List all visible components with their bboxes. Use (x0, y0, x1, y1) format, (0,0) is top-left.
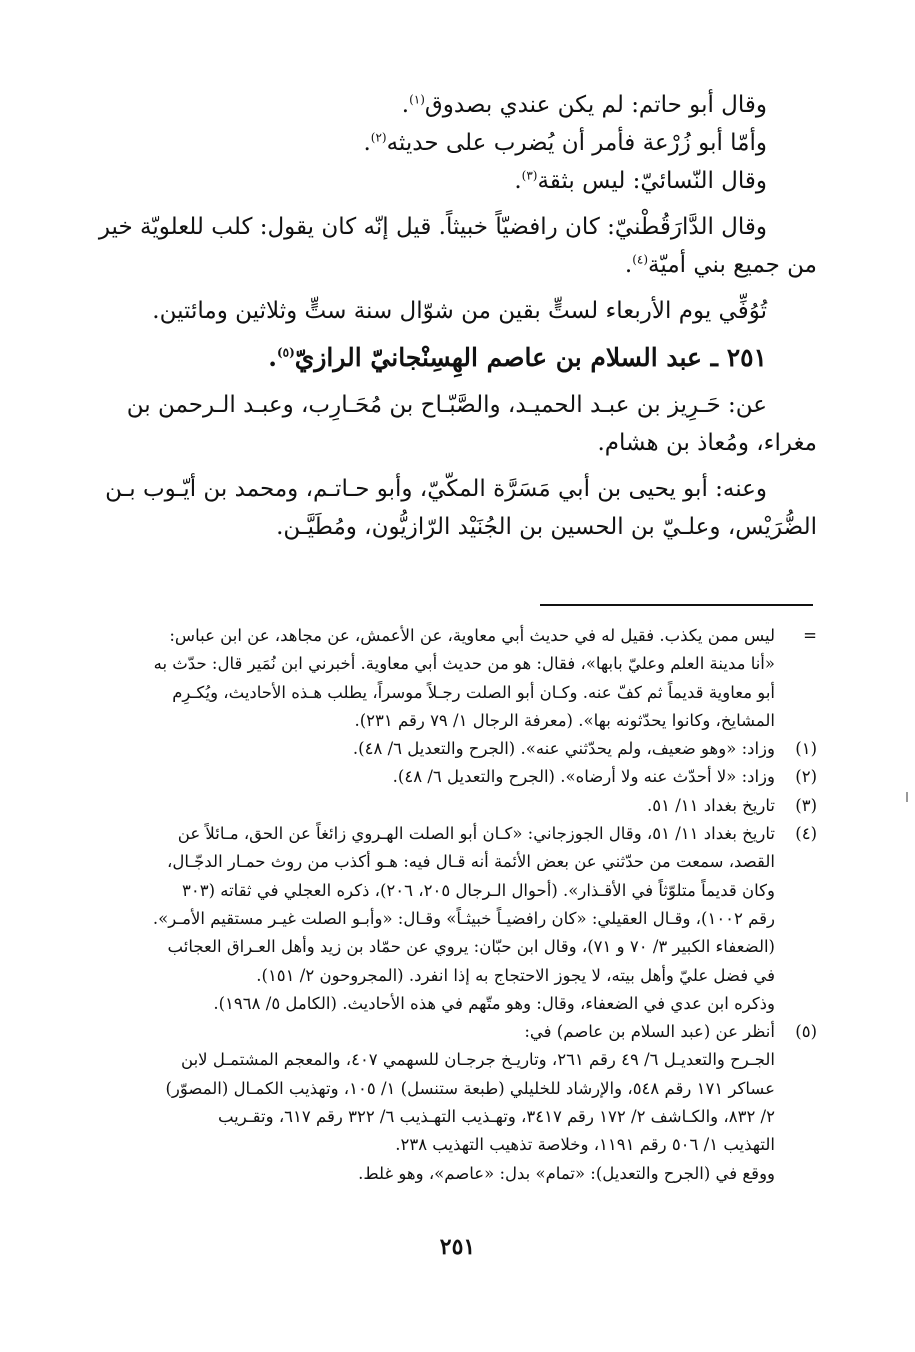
footnote-line: رقم ١٠٠٢)، وقـال العقيلي: «كان رافضيـاً خبيثـاً» وقـال: «وأبـو الصلت غيـر مستقيم الأمـر». (152, 908, 775, 928)
paragraph-daraqutni-line-1: وقال الدَّارَقُطْنيّ: كان رافضيّاً خبيثاً. قيل إنّه كان يقول: كلب للعلويّة خير (98, 214, 767, 240)
footnote-continued (97, 622, 817, 735)
paragraph-daraqutni-line-2: من جميع بني أميّة$^{(٤)}$. (624, 252, 817, 278)
footnote-ref-4[interactable]: (٤) (632, 252, 649, 267)
footnote-ref-3[interactable]: (٣) (521, 168, 538, 183)
footnote-ref-5[interactable]: (٥) (276, 345, 295, 360)
footnote-line: التهذيب ١/ ٥٠٦ رقم ١١٩١، وخلاصة تذهيب التهذيب ٢٣٨. (395, 1135, 775, 1155)
footnote-line: عساكر ١٧١ رقم ٥٤٨، والإرشاد للخليلي (طبعة ستنسل) ١/ ١٠٥، وتهذيب الكمـال (المصوّر) (165, 1078, 775, 1098)
footnote-number: (٥) (795, 1022, 817, 1042)
footnote-line: ليس ممن يكذب. فقيل له في حديث أبي معاوية، عن الأعمش، عن مجاهد، عن ابن عباس: (169, 626, 775, 645)
footnote-line: تاريخ بغداد ١١/ ٥١، وقال الجوزجاني: «كـان أبو الصلت الهـروي زائغاً عن الحق، مـائلاً عن (177, 824, 775, 844)
footnote-number: (٣) (795, 795, 817, 815)
footnote-line: تاريخ بغداد ١١/ ٥١. (647, 795, 775, 815)
footnote-line: المشايخ، وكانوا يحدّثونه بها». (معرفة الرجال ١/ ٧٩ رقم ٢٣١). (354, 710, 775, 730)
footnote-line: (الضعفاء الكبير ٣/ ٧٠ و ٧١)، وقال ابن حبّان: يروي عن حمّاد بن زيد وأهل العـراق العجائب (167, 937, 775, 957)
paragraph-abu-zura: وأمّا أبو زُرْعة فأمر أن يُضرب على حديثه$^{(٢)}$. (363, 130, 767, 156)
footnote-number: (٢) (795, 767, 817, 787)
footnote-line: وذكره ابن عدي في الضعفاء، وقال: وهو متّهم في هذه الأحاديث. (الكامل ٥/ ١٩٦٨). (213, 993, 775, 1013)
footnote-line: ٢/ ٨٣٢، والكـاشف ٢/ ١٧٢ رقم ٣٤١٧، وتهـذيب التهـذيب ٦/ ٣٢٢ رقم ٦١٧، وتقـريب (217, 1107, 775, 1127)
footnotes (97, 622, 817, 1188)
footnote-line: وزاد: «لا أحدّث عنه ولا أرضاه». (الجرح والتعديل ٦/ ٤٨). (392, 767, 775, 787)
footnote-ref-1[interactable]: (١) (409, 92, 425, 107)
footnote-divider (540, 604, 813, 606)
paragraph-nasai: وقال النّسائيّ: ليس بثقة$^{(٣)}$. (514, 168, 767, 194)
footnote-line: أنظر عن (عبد السلام بن عاصم) في: (524, 1022, 775, 1042)
footnote-number: (٤) (795, 824, 817, 844)
footnote-line: أبو معاوية قديماً ثم كفّ عنه. وكـان أبو الصلت رجـلاً موسراً، يطلب هـذه الأحاديث، ويُكـرِم (172, 682, 775, 702)
footnote-2 (97, 763, 817, 791)
paragraph-from-line-2: مغراء، ومُعاذ بن هشام. (597, 430, 817, 456)
footnote-line: الجـرح والتعديـل ٦/ ٤٩ رقم ٢٦١، وتاريـخ جرجـان للسهمي ٤٠٧، والمعجم المشتمـل لابن (181, 1050, 775, 1070)
continuation-mark: = (803, 626, 817, 645)
main-text (97, 86, 817, 546)
footnote-3 (97, 792, 817, 820)
scan-speck (906, 792, 908, 802)
footnote-line: «أنا مدينة العلم وعليّ بابها»، فقال: هو من حديث أبي معاوية. أخبرني ابن نُمَير قال: حدّث به (153, 654, 775, 674)
footnote-line: وزاد: «وهو ضعيف، ولم يحدّثني عنه». (الجرح والتعديل ٦/ ٤٨). (352, 739, 775, 759)
footnote-line: وكان قديماً متلوّثاً في الأقـذار». (أحوال الـرجال ٢٠٥، ٢٠٦)، ذكره العجلي في ثقاته (٣٠٣ (181, 880, 775, 900)
footnote-line: في فضل عليّ وأهل بيته، لا يجوز الاحتجاج به إذا انفرد. (المجروحون ٢/ ١٥١). (256, 965, 775, 985)
paragraph-death: تُوُفِّي يوم الأربعاء لستٍّ بقين من شوّال سنة ستٍّ وثلاثين ومائتين. (152, 298, 767, 324)
footnote-line: ووقع في (الجرح والتعديل): «تمام» بدل: «عاصم»، وهو غلط. (358, 1163, 775, 1183)
paragraph-narrators-line-1: وعنه: أبو يحيى بن أبي مَسَرَّة المكّيّ، وأبو حـاتـم، ومحمد بن أيّـوب بـن (105, 476, 767, 502)
footnote-5 (97, 1018, 817, 1188)
footnote-number: (١) (795, 739, 817, 759)
footnote-4 (97, 820, 817, 1018)
paragraph-from-line-1: عن: حَـرِيز بن عبـد الحميـد، والصَّبّـاح بن مُحَـارِب، وعبـد الـرحمن بن (126, 392, 767, 418)
footnote-ref-2[interactable]: (٢) (370, 130, 387, 145)
entry-heading: ٢٥١ ـ عبد السلام بن عاصم الهِسِنْجانيّ الرازيّ$^{(٥)}$. (268, 343, 767, 372)
paragraph-abu-hatim: وقال أبو حاتم: لم يكن عندي بصدوق$^{(١)}$. (401, 92, 767, 118)
footnote-1 (97, 735, 817, 763)
footnote-line: القصد، سمعت من حدّثني عن بعض الأئمة أنه قـال فيه: هـو أكذب من روث حمـار الدجّـال، (167, 852, 775, 872)
paragraph-narrators-line-2: الضُّرَيْس، وعلـيّ بن الحسين بن الجُنَيْد الرّازيُّون، ومُطَيَّـن. (276, 514, 817, 540)
page-number: ٢٥١ (439, 1234, 476, 1260)
